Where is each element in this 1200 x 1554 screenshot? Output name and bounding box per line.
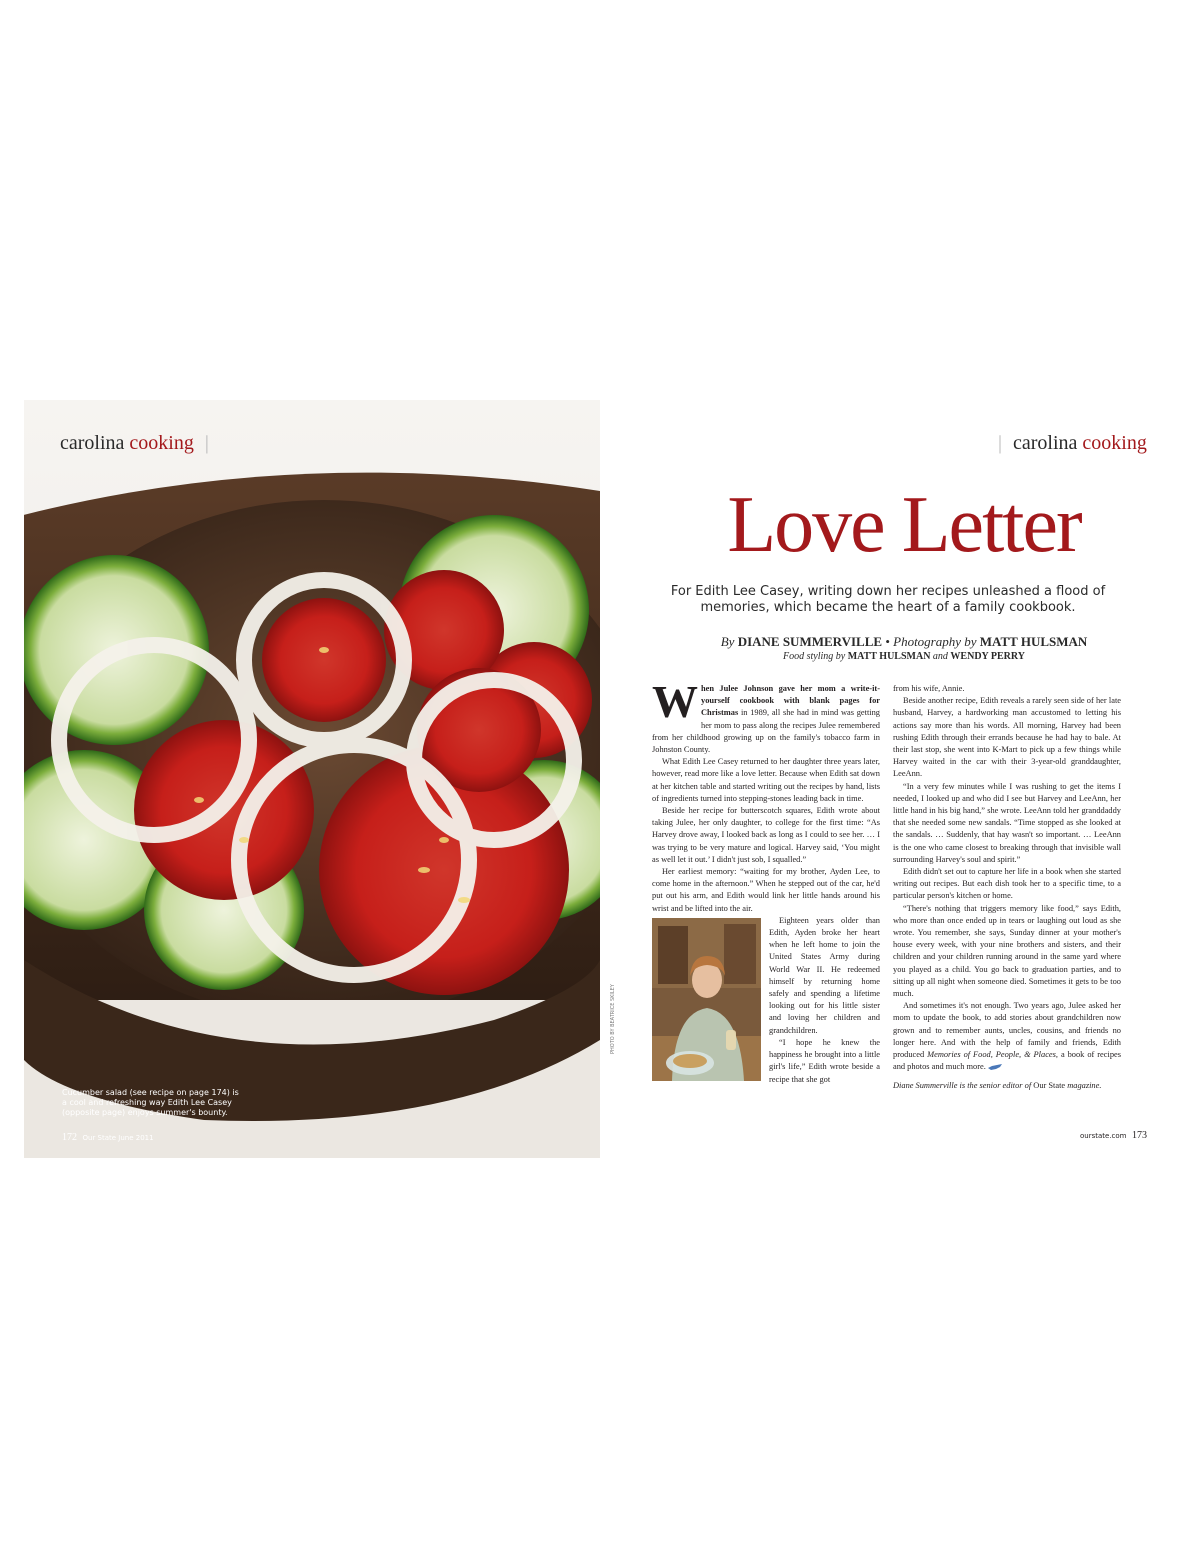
page-number-left: 172 <box>62 1132 77 1143</box>
section-divider: | <box>204 432 209 454</box>
final-paragraph <box>893 1000 1121 1073</box>
state-outline-end-mark-icon <box>988 1064 1002 1070</box>
body-paragraph: Her earliest memory: “waiting for my brother, Ayden Lee, to come home in the afternoon.” When he stepped out of the car, he'd put out his arm, and Edith would link her little hands around his wrist and be lifted into the air. <box>652 867 880 913</box>
lede-paragraph <box>652 676 880 756</box>
body-paragraph: “In a very few minutes while I was rushing to get the items I needed, I looked up and who did I see but Harvey and LeeAnn, her little hand in his big hand,” she wrote. LeeAnn told her granddaddy that she needed some new sandals. “Time stopped as she looked at the sandals. … Suddenly, that hay wasn't so important. … LeeAnn is the one who came closest to breaking through that invisible wall surrounding Harvey's soul and spirit.” <box>893 781 1121 864</box>
lede-bold: hen Julee Johnson gave her mom a write-it-yourself cookbook with blank pages for Christmas <box>701 684 880 718</box>
lede-rest: in 1989, all she had in mind was getting her mom to pass along the recipes Julee remembered from her childhood growing up on the family's tobacco farm in Johnston County. <box>652 708 880 755</box>
body-paragraph: What Edith Lee Casey returned to her daughter three years later, however, read more like a love letter. Because when Edith sat down at her kitchen table and started writing out the recipes by hand, lists of ingredients turned into stepping-stones leading back in time. <box>652 757 880 803</box>
article-headline: Love Letter <box>727 481 1081 569</box>
byline-author: DIANE SUMMERVILLE <box>737 634 883 649</box>
body-paragraph: Eighteen years older than Edith, Ayden broke her heart when he left home to join the United States Army during World War II. He redeemed himself by returning home safely and spending a lifetime looking out for his little sister and loving her children and grandchildren. <box>769 915 880 1035</box>
byline-photo-prefix: Photography by <box>893 634 977 649</box>
section-label-right <box>998 432 1147 455</box>
section-label-part2: cooking <box>1082 432 1147 454</box>
section-label-part2: cooking <box>129 432 194 454</box>
final-paragraph-end: , a book of recipes and photos and much more. <box>893 1050 1121 1072</box>
section-divider: | <box>998 432 1003 454</box>
styling-prefix: Food styling by <box>783 651 846 662</box>
styling-and: and <box>932 651 948 662</box>
body-paragraph: Beside another recipe, Edith reveals a rarely seen side of her late husband, Harvey, a hardworking man accustomed to letting his actions say more than his words. All morning, Harvey had been rushing Edith through their errands because he had hay to bale. At their last stop, she went into K-Mart to pick up a few things while Harvey waited in the car with their 3-year-old granddaughter, LeeAnn. <box>893 696 1121 779</box>
salad-illustration <box>24 400 600 1158</box>
author-tagline <box>893 1080 1121 1092</box>
salad-photo <box>24 400 600 1158</box>
book-title: Memories of Food, People, & Places <box>927 1050 1056 1060</box>
body-paragraph: “I hope he knew the happiness he brought into a little girl's life,” Edith wrote beside a recipe that she got <box>769 1037 880 1084</box>
styling-name2: WENDY PERRY <box>950 651 1025 662</box>
article-column-2 <box>893 683 1121 1092</box>
edith-portrait-photo <box>652 918 761 1081</box>
section-label-part1: carolina <box>1013 432 1078 454</box>
food-styling-credit <box>664 651 1144 662</box>
drop-cap: W <box>652 676 698 727</box>
article-column-1 <box>652 676 880 1086</box>
photo-credit: PHOTO BY BEATRICE SKILEY <box>610 984 616 1054</box>
page-number-right: 173 <box>1132 1130 1148 1141</box>
byline <box>664 634 1144 650</box>
folio-left <box>62 1132 154 1143</box>
byline-photographer: MATT HULSMAN <box>979 634 1088 649</box>
styling-name1: MATT HULSMAN <box>847 651 931 662</box>
body-paragraph: Beside her recipe for butterscotch squares, Edith wrote about taking Julee, her only daughter, to college for the first time: “As Harvey drove away, I looked back as long as I could to see her. … I was trying to be very mature and logical. Harvey said, ‘You might as well let it out.’ I didn't just sob, I squalled.” <box>652 806 880 864</box>
article-dek: For Edith Lee Casey, writing down her recipes unleashed a flood of memories, which became the heart of a family cookbook. <box>670 584 1106 615</box>
body-paragraph: from his wife, Annie. <box>893 684 965 693</box>
magazine-issue: Our State June 2011 <box>82 1134 154 1142</box>
byline-bullet: • <box>885 634 890 649</box>
photo-caption: Cucumber salad (see recipe on page 174) is a cool and refreshing way Edith Lee Casey (opposite page) enjoys summer's bounty. <box>62 1088 239 1117</box>
folio-right <box>1080 1130 1147 1141</box>
tagline-name: Diane Summerville is the senior editor of <box>893 1080 1032 1090</box>
website: ourstate.com <box>1080 1132 1127 1140</box>
tagline-suffix: magazine. <box>1067 1080 1102 1090</box>
section-label-left <box>60 432 209 455</box>
section-label-part1: carolina <box>60 432 125 454</box>
magazine-spread <box>24 400 1176 1158</box>
final-paragraph-text: And sometimes it's not enough. Two years ago, Julee asked her mom to update the book, to add stories about grandchildren now grown and to remember aunts, uncles, cousins, and friends no longer here. And with the help of family and friends, Edith produced <box>893 1001 1121 1060</box>
body-paragraph: “There's nothing that triggers memory like food,” says Edith, who more than once ended up in tears or laughing out loud as she wrote. You remember, she says, Sunday dinner at your mother's house every week, with your nine brothers and sisters, and their children and your children running around in the same yard where you played as a child. You go back to graduation parties, and to sitting up all night when someone died. Sometimes it gets to be too much. <box>893 903 1121 999</box>
body-paragraph: Edith didn't set out to capture her life in a book when she started writing out recipes. But each dish took her to a specific time, to a particular person's kitchen or home. <box>893 867 1121 901</box>
byline-by: By <box>720 634 735 649</box>
tagline-magazine: Our State <box>1033 1080 1066 1090</box>
